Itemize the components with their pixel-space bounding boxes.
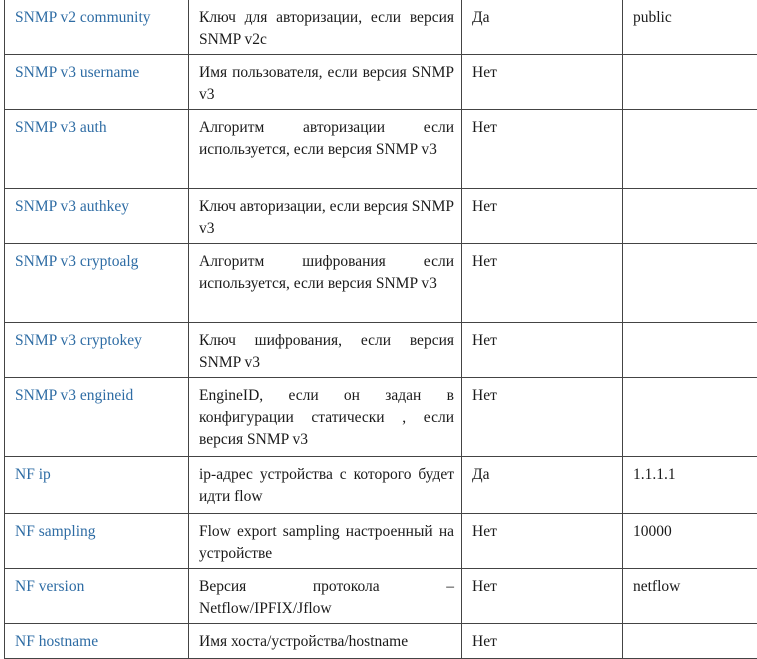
- param-default-cell: [623, 323, 757, 378]
- param-required-cell: Нет: [462, 189, 623, 244]
- param-required-cell: Нет: [462, 55, 623, 110]
- param-default-cell: [623, 378, 757, 457]
- param-required-cell: Да: [462, 457, 623, 514]
- param-default-cell: netflow: [623, 569, 757, 624]
- param-description-cell: Ключ авторизации, если версия SNMP v3: [189, 189, 462, 244]
- param-required-cell: Нет: [462, 378, 623, 457]
- param-description-cell: Алгоритм авторизации если используется, если версия SNMP v3: [189, 110, 462, 189]
- param-name-cell: NF hostname: [5, 624, 189, 659]
- table-row: [5, 378, 757, 457]
- param-name-cell: NF ip: [5, 457, 189, 514]
- table-row: [5, 457, 757, 514]
- param-default-cell: [623, 624, 757, 659]
- param-required-cell: Нет: [462, 624, 623, 659]
- param-name-cell: SNMP v3 username: [5, 55, 189, 110]
- param-description-cell: EngineID, если он задан в конфигурации статически , если версия SNMP v3: [189, 378, 462, 457]
- param-default-cell: [623, 110, 757, 189]
- param-name-cell: SNMP v2 community: [5, 0, 189, 55]
- table-row: [5, 323, 757, 378]
- param-description-cell: Ключ шифрования, если версия SNMP v3: [189, 323, 462, 378]
- param-default-cell: [623, 244, 757, 323]
- table-row: [5, 569, 757, 624]
- param-required-cell: Нет: [462, 569, 623, 624]
- param-name-cell: SNMP v3 cryptoalg: [5, 244, 189, 323]
- param-default-cell: 1.1.1.1: [623, 457, 757, 514]
- table-row: [5, 55, 757, 110]
- param-name-cell: NF version: [5, 569, 189, 624]
- param-required-cell: Да: [462, 0, 623, 55]
- table-row: [5, 514, 757, 569]
- table-row: [5, 624, 757, 659]
- table-row: [5, 0, 757, 55]
- parameters-table: [4, 0, 757, 659]
- param-required-cell: Нет: [462, 323, 623, 378]
- param-name-cell: SNMP v3 engineid: [5, 378, 189, 457]
- param-description-cell: Версия протокола – Netflow/IPFIX/Jflow: [189, 569, 462, 624]
- table-row: [5, 244, 757, 323]
- param-description-cell: ip-адрес устройства с которого будет идти flow: [189, 457, 462, 514]
- table-row: [5, 189, 757, 244]
- param-name-cell: NF sampling: [5, 514, 189, 569]
- param-name-cell: SNMP v3 cryptokey: [5, 323, 189, 378]
- param-name-cell: SNMP v3 authkey: [5, 189, 189, 244]
- param-required-cell: Нет: [462, 110, 623, 189]
- param-default-cell: [623, 189, 757, 244]
- param-required-cell: Нет: [462, 244, 623, 323]
- param-name-cell: SNMP v3 auth: [5, 110, 189, 189]
- param-description-cell: Flow export sampling настроенный на устройстве: [189, 514, 462, 569]
- param-description-cell: Алгоритм шифрования если используется, если версия SNMP v3: [189, 244, 462, 323]
- param-required-cell: Нет: [462, 514, 623, 569]
- param-default-cell: [623, 55, 757, 110]
- param-default-cell: 10000: [623, 514, 757, 569]
- param-description-cell: Ключ для авторизации, если версия SNMP v2c: [189, 0, 462, 55]
- param-default-cell: public: [623, 0, 757, 55]
- table-row: [5, 110, 757, 189]
- param-description-cell: Имя пользователя, если версия SNMP v3: [189, 55, 462, 110]
- param-description-cell: Имя хоста/устройства/hostname: [189, 624, 462, 659]
